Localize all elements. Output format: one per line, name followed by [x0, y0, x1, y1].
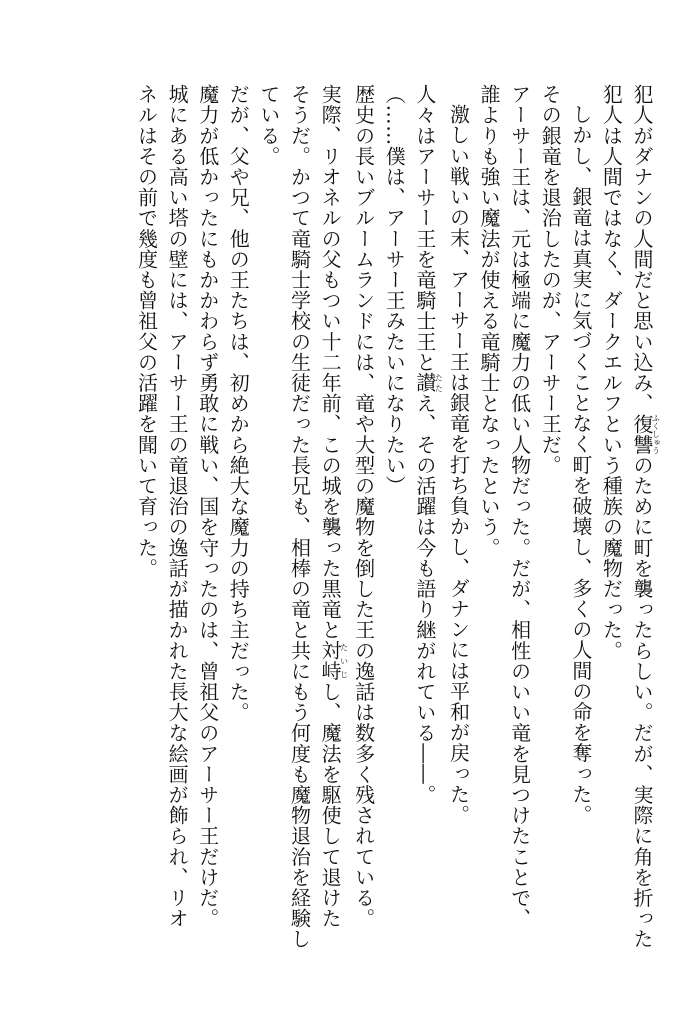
text-line: 誰よりも強い魔法が使える竜騎士となったという。: [477, 84, 502, 558]
text-line: だが、父や兄、他の王たちは、初めから絶大な魔力の持ち主だった。: [226, 84, 251, 723]
ruby-annotation: 復讐ふくしゅう: [630, 413, 661, 455]
text-line: 犯人がダナンの人間だと思い込み、復讐ふくしゅうのために町を襲ったらしい。だが、実際に角を折った: [630, 84, 661, 950]
text-line: 犯人は人間ではなく、ダークエルフという種族の魔物だった。: [599, 84, 624, 661]
text-line: アーサー王は、元は極端に魔力の低い人物だった。だが、相性のいい竜を見つけたことで、: [507, 84, 532, 929]
text-line: 実際、リオネルの父もつい十二年前、この城を襲った黒竜と対峙たいじし、魔法を駆使して退けた: [318, 84, 349, 929]
vertical-text-body: [20, 84, 660, 964]
text-line: ネルはその前で幾度も曾祖父の活躍を聞いて育った。: [134, 84, 159, 579]
text-line: そうだ。かつて竜騎士学校の生徒だった長兄も、相棒の竜と共にもう何度も魔物退治を経験し: [287, 84, 312, 950]
text-line: 激しい戦いの末、アーサー王は銀竜を打ち負かし、ダナンには平和が戻った。: [446, 104, 471, 825]
text-line: 歴史の長いブルームランドには、竜や大型の魔物を倒した王の逸話は数多く残されている。: [351, 84, 376, 929]
ruby-annotation: 対峙たいじ: [318, 640, 349, 682]
text-line: 魔力が低かったにもかかわらず勇敢に戦い、国を守ったのは、曾祖父のアーサー王だけだ。: [195, 84, 220, 929]
text-line: その銀竜を退治したのが、アーサー王だ。: [538, 84, 563, 476]
text-line: しかし、銀竜は真実に気づくことなく町を破壊し、多くの人間の命を奪った。: [568, 104, 593, 825]
text-line: ている。: [256, 84, 281, 167]
text-line: 城にある高い塔の壁には、アーサー王の竜退治の逸話が描かれた長大な絵画が飾られ、リオ: [165, 84, 190, 929]
text-line: 人々はアーサー王を竜騎士王と讃たたえ、その活躍は今も語り継がれている――。: [412, 84, 444, 806]
ruby-annotation: 讃たた: [412, 372, 444, 394]
text-line: （……僕は、アーサー王みたいになりたい）: [382, 84, 407, 496]
